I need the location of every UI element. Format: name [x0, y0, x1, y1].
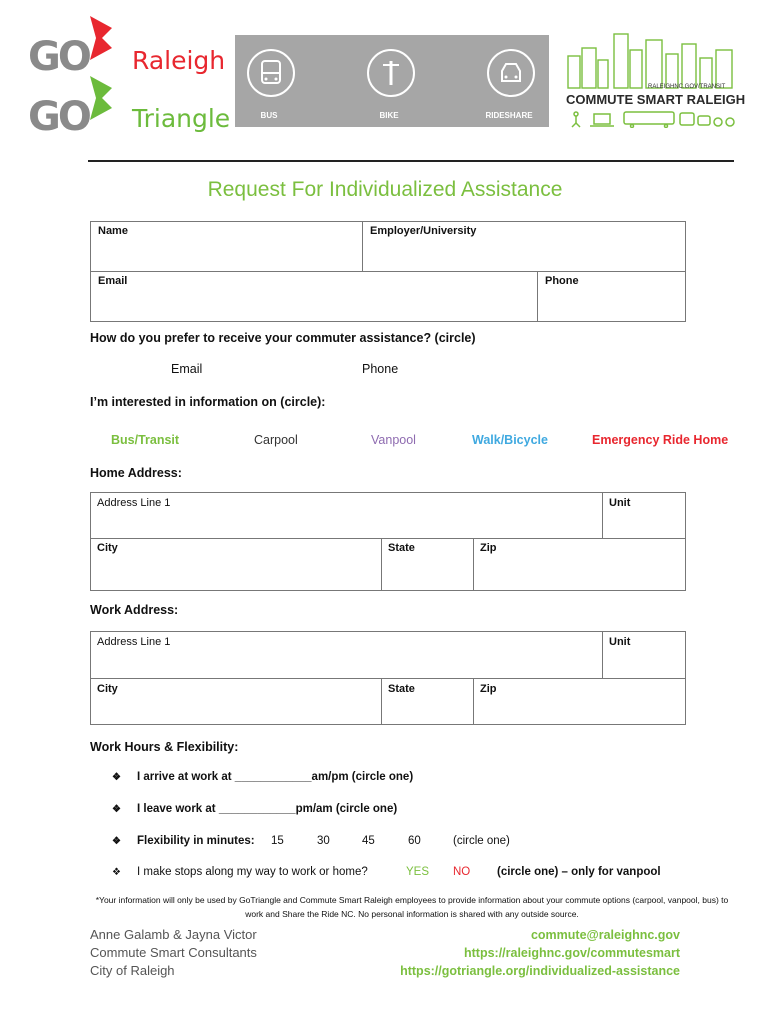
flex-option-15[interactable]: 15 — [271, 835, 284, 847]
go-raleigh-city-text: Raleigh — [132, 46, 226, 75]
flex-label: Flexibility in minutes: — [137, 835, 255, 847]
stops-item — [112, 866, 368, 878]
interest-option-walk-bicycle[interactable]: Walk/Bicycle — [472, 433, 548, 447]
home-address-heading: Home Address: — [90, 466, 182, 480]
contact-gotriangle-link[interactable]: https://gotriangle.org/individualized-assistance — [400, 964, 680, 978]
interest-question: I’m interested in information on (circle): — [90, 395, 326, 409]
bike-icon — [367, 49, 415, 97]
signature-role: Commute Smart Consultants — [90, 945, 257, 960]
contact-info-table — [90, 221, 686, 322]
flex-option-60[interactable]: 60 — [408, 835, 421, 847]
work-zip-cell[interactable] — [474, 679, 685, 724]
stops-option-no[interactable]: NO — [453, 866, 471, 878]
interest-option-vanpool[interactable]: Vanpool — [371, 433, 416, 447]
mode-label-rideshare: RIDESHARE — [485, 111, 533, 120]
diamond-bullet-icon: ❖ — [112, 804, 121, 815]
work-unit-label: Unit — [609, 636, 631, 648]
prefer-option-email[interactable]: Email — [171, 362, 203, 376]
go-triangle-chevron-icon — [90, 76, 112, 120]
work-address-heading: Work Address: — [90, 603, 179, 617]
contact-email-link[interactable]: commute@raleighnc.gov — [530, 928, 680, 942]
flex-note: (circle one) — [453, 835, 510, 847]
name-cell[interactable] — [91, 222, 363, 272]
home-city-label: City — [97, 542, 118, 554]
signature-block — [90, 926, 257, 980]
flex-item — [112, 835, 255, 847]
privacy-footnote: *Your information will only be used by GoTriangle and Commute Smart Raleigh employees to provide information about your commute options (carpool, vanpool, bus) to work and Share the Ride NC. No personal information is shared with any outside source. — [95, 895, 729, 919]
stops-option-yes[interactable]: YES — [406, 866, 430, 878]
phone-label: Phone — [545, 275, 579, 287]
transport-modes-banner — [235, 35, 549, 127]
home-unit-cell[interactable] — [603, 493, 685, 539]
home-state-cell[interactable] — [382, 539, 474, 590]
mode-label-bus: BUS — [260, 111, 278, 120]
home-line1-label: Address Line 1 — [97, 497, 171, 509]
rideshare-icon — [487, 49, 535, 97]
commute-smart-title: COMMUTE SMART RALEIGH — [566, 92, 746, 107]
work-hours-heading: Work Hours & Flexibility: — [90, 740, 239, 754]
city-skyline-icon — [566, 30, 736, 90]
email-label: Email — [98, 275, 128, 287]
go-triangle-go-text: GO — [28, 94, 89, 140]
prefer-option-phone[interactable]: Phone — [362, 362, 399, 376]
flex-option-30[interactable]: 30 — [317, 835, 330, 847]
diamond-bullet-icon: ❖ — [112, 836, 121, 847]
prefer-question: How do you prefer to receive your commuter assistance? (circle) — [90, 331, 476, 345]
home-line1-cell[interactable] — [91, 493, 603, 539]
arrive-item — [112, 771, 413, 783]
work-unit-cell[interactable] — [603, 632, 685, 679]
contact-commutesmart-link[interactable]: https://raleighnc.gov/commutesmart — [463, 946, 680, 960]
name-label: Name — [98, 225, 128, 237]
stops-note: (circle one) – only for vanpool — [497, 866, 661, 878]
home-city-cell[interactable] — [91, 539, 382, 590]
signature-names: Anne Galamb & Jayna Victor — [90, 927, 257, 942]
go-raleigh-go-text: GO — [28, 34, 89, 80]
header-divider — [88, 160, 734, 162]
interest-option-bus-transit[interactable]: Bus/Transit — [111, 433, 180, 447]
home-zip-label: Zip — [480, 542, 497, 554]
go-triangle-city-text: Triangle — [132, 104, 231, 133]
work-line1-cell[interactable] — [91, 632, 603, 679]
mode-label-bike: BIKE — [379, 111, 399, 120]
commute-smart-url: RALEIGHNC.GOV/TRANSIT — [648, 84, 726, 90]
email-cell[interactable] — [91, 272, 538, 321]
bus-icon — [247, 49, 295, 97]
work-address-table — [90, 631, 686, 725]
work-zip-label: Zip — [480, 683, 497, 695]
diamond-bullet-icon: ❖ — [112, 867, 121, 878]
work-state-label: State — [388, 683, 415, 695]
home-unit-label: Unit — [609, 497, 631, 509]
home-state-label: State — [388, 542, 415, 554]
leave-text: I leave work at ____________pm/am (circle one) — [137, 803, 398, 815]
home-zip-cell[interactable] — [474, 539, 685, 590]
commute-modes-icons — [568, 110, 736, 128]
stops-text: I make stops along my way to work or home? — [137, 866, 368, 878]
work-city-label: City — [97, 683, 118, 695]
interest-option-emergency-ride-home[interactable]: Emergency Ride Home — [592, 433, 729, 447]
interest-option-carpool[interactable]: Carpool — [254, 433, 298, 447]
work-state-cell[interactable] — [382, 679, 474, 724]
flex-option-45[interactable]: 45 — [362, 835, 375, 847]
diamond-bullet-icon: ❖ — [112, 772, 121, 783]
signature-org: City of Raleigh — [90, 963, 175, 978]
contact-block — [400, 926, 680, 980]
employer-label: Employer/University — [370, 225, 477, 237]
work-city-cell[interactable] — [91, 679, 382, 724]
home-address-table — [90, 492, 686, 591]
work-line1-label: Address Line 1 — [97, 636, 171, 648]
phone-cell[interactable] — [538, 272, 685, 321]
employer-cell[interactable] — [363, 222, 685, 272]
leave-item — [112, 803, 397, 815]
go-raleigh-chevron-icon — [90, 16, 112, 60]
page-title: Request For Individualized Assistance — [207, 178, 563, 201]
arrive-text: I arrive at work at ____________am/pm (circle one) — [137, 771, 414, 783]
